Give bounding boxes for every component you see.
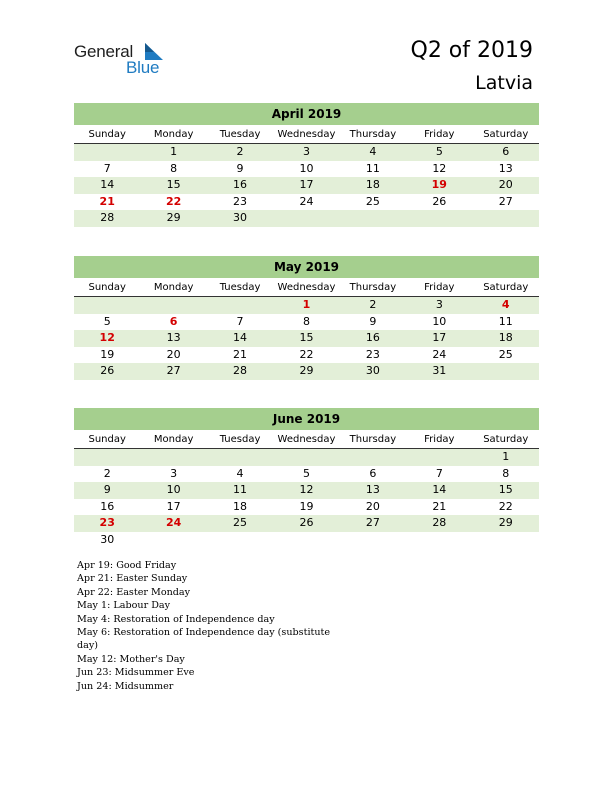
day-cell [406, 449, 472, 466]
day-cell [273, 532, 339, 549]
day-cell: 24 [432, 347, 447, 361]
weekday-header-row [74, 431, 539, 449]
weekday-label: Tuesday [219, 129, 261, 140]
day-cell: 6 [502, 145, 510, 158]
day-cell [74, 449, 140, 466]
holiday-note: May 6: Restoration of Independence day (substitute day) [77, 627, 331, 652]
day-cell: 12 [299, 483, 314, 496]
holiday-day-cell: 19 [431, 178, 447, 191]
week-rows [74, 297, 539, 380]
day-cell: 27 [498, 194, 513, 208]
week-rows [74, 144, 539, 227]
day-cell: 20 [166, 347, 181, 361]
week-row [74, 449, 539, 466]
weekday-header-row [74, 279, 539, 297]
weekday-label: Tuesday [219, 434, 261, 445]
country-label: Latvia [475, 72, 533, 94]
day-cell [273, 210, 339, 227]
week-row [74, 515, 539, 532]
day-cell: 8 [302, 314, 310, 328]
week-row [74, 177, 539, 194]
week-row [74, 466, 539, 483]
brand-name-blue: Blue [126, 58, 160, 77]
day-cell: 16 [365, 331, 380, 344]
holiday-day-cell: 4 [501, 298, 510, 311]
weekday-label: Saturday [483, 282, 529, 293]
day-cell: 31 [432, 364, 447, 377]
weekday-label: Thursday [349, 434, 397, 445]
weekday-label: Friday [424, 129, 455, 140]
day-cell: 23 [233, 194, 248, 208]
month-calendar-june [74, 408, 539, 548]
day-cell: 17 [166, 499, 181, 513]
weekday-label: Monday [153, 434, 194, 445]
day-cell: 5 [435, 145, 443, 158]
day-cell [406, 532, 472, 549]
day-cell: 16 [233, 178, 248, 191]
weekday-label: Monday [153, 282, 194, 293]
week-row [74, 347, 539, 364]
holiday-note: Apr 22: Easter Monday [77, 586, 191, 598]
weekday-label: Sunday [88, 282, 126, 293]
day-cell: 9 [369, 314, 377, 328]
day-cell [406, 210, 472, 227]
day-cell: 26 [299, 516, 314, 529]
day-cell: 15 [166, 178, 181, 191]
day-cell: 17 [432, 331, 447, 344]
week-row [74, 499, 539, 516]
day-cell [140, 532, 206, 549]
day-cell: 25 [365, 194, 380, 208]
day-cell: 8 [170, 161, 178, 175]
weekday-label: Friday [424, 434, 455, 445]
day-cell: 29 [498, 516, 513, 529]
day-cell [140, 449, 206, 466]
weekday-header-row [74, 126, 539, 144]
weekday-label: Sunday [88, 434, 126, 445]
day-cell: 6 [369, 466, 377, 480]
day-cell: 11 [365, 161, 380, 175]
day-cell: 7 [435, 466, 443, 480]
day-cell: 3 [170, 466, 178, 480]
weekday-label: Thursday [349, 129, 397, 140]
day-cell [340, 449, 406, 466]
weekday-label: Sunday [88, 129, 126, 140]
day-cell: 11 [233, 483, 248, 496]
day-cell: 18 [365, 178, 380, 191]
day-cell: 3 [435, 298, 443, 311]
day-cell: 25 [233, 516, 248, 529]
day-cell: 29 [166, 211, 181, 224]
day-cell [140, 297, 206, 314]
weekday-label: Monday [153, 129, 194, 140]
holiday-note: Apr 19: Good Friday [77, 560, 177, 571]
day-cell [207, 297, 273, 314]
holiday-day-cell: 24 [165, 516, 182, 529]
day-cell: 26 [100, 364, 115, 377]
day-cell: 8 [502, 466, 510, 480]
day-cell [74, 144, 140, 161]
weekday-label: Wednesday [277, 129, 336, 140]
day-cell: 16 [100, 499, 115, 513]
day-cell: 13 [166, 331, 181, 344]
day-cell: 5 [103, 314, 111, 328]
day-cell: 28 [233, 364, 248, 377]
day-cell: 19 [299, 499, 314, 513]
day-cell: 30 [233, 211, 248, 224]
weekday-label: Wednesday [277, 434, 336, 445]
weekday-label: Friday [424, 282, 455, 293]
day-cell: 26 [432, 194, 447, 208]
day-cell: 21 [432, 499, 447, 513]
day-cell: 10 [166, 483, 181, 496]
week-row [74, 330, 539, 347]
brand-name-general: General [74, 42, 134, 61]
day-cell: 10 [299, 161, 314, 175]
holiday-note: Jun 23: Midsummer Eve [77, 667, 195, 679]
day-cell: 18 [498, 331, 513, 344]
holiday-day-cell: 23 [99, 516, 115, 529]
day-cell: 14 [100, 178, 115, 191]
holiday-list [77, 559, 337, 693]
holiday-day-cell: 1 [302, 298, 311, 311]
week-row [74, 363, 539, 380]
holiday-day-cell: 22 [165, 194, 182, 208]
day-cell: 18 [233, 499, 248, 513]
day-cell: 2 [369, 298, 377, 311]
week-row [74, 144, 539, 161]
day-cell: 30 [100, 532, 115, 546]
month-title: May 2019 [74, 256, 539, 278]
month-title: April 2019 [74, 103, 539, 125]
week-row [74, 210, 539, 227]
weekday-label: Saturday [483, 434, 529, 445]
day-cell: 12 [432, 161, 447, 175]
day-cell: 20 [498, 178, 513, 191]
day-cell [273, 449, 339, 466]
day-cell: 1 [502, 450, 510, 463]
day-cell [473, 363, 539, 380]
day-cell: 21 [233, 347, 248, 361]
day-cell: 22 [498, 499, 513, 513]
day-cell: 27 [365, 516, 380, 529]
day-cell: 25 [498, 347, 513, 361]
weekday-label: Saturday [483, 129, 529, 140]
week-row [74, 532, 539, 549]
day-cell [473, 210, 539, 227]
page-title: Q2 of 2019 [410, 38, 533, 63]
day-cell: 9 [103, 483, 111, 496]
weekday-label: Tuesday [219, 282, 261, 293]
month-calendar-may [74, 256, 539, 380]
day-cell: 22 [299, 347, 314, 361]
weekday-label: Thursday [349, 282, 397, 293]
holiday-note: Apr 21: Easter Sunday [77, 573, 188, 585]
holiday-note: May 4: Restoration of Independence day [77, 613, 275, 625]
holiday-note: May 12: Mother's Day [77, 653, 185, 665]
holiday-note: May 1: Labour Day [77, 600, 171, 612]
day-cell: 17 [299, 178, 314, 191]
week-row [74, 194, 539, 211]
month-calendar-april [74, 103, 539, 227]
week-rows [74, 449, 539, 548]
day-cell: 15 [498, 483, 513, 496]
day-cell: 24 [299, 194, 314, 208]
week-row [74, 297, 539, 314]
day-cell: 4 [236, 466, 244, 480]
day-cell [74, 297, 140, 314]
day-cell: 11 [498, 314, 513, 328]
day-cell [207, 449, 273, 466]
day-cell: 27 [166, 364, 181, 377]
day-cell: 19 [100, 347, 115, 361]
day-cell: 15 [299, 331, 314, 344]
day-cell: 13 [498, 161, 513, 175]
day-cell: 9 [236, 161, 244, 175]
day-cell [473, 532, 539, 549]
day-cell [207, 532, 273, 549]
day-cell: 14 [233, 331, 248, 344]
day-cell: 29 [299, 364, 314, 377]
day-cell: 30 [365, 364, 380, 377]
month-title: June 2019 [74, 408, 539, 430]
holiday-note: Jun 24: Midsummer [77, 680, 174, 692]
week-row [74, 314, 539, 331]
day-cell: 7 [236, 314, 244, 328]
holiday-day-cell: 21 [99, 194, 115, 208]
holiday-day-cell: 12 [99, 331, 115, 344]
day-cell: 10 [432, 314, 447, 328]
day-cell: 2 [236, 145, 244, 158]
day-cell: 4 [369, 145, 377, 158]
day-cell: 7 [103, 161, 111, 175]
day-cell: 28 [432, 516, 447, 529]
day-cell: 13 [365, 483, 380, 496]
week-row [74, 161, 539, 178]
day-cell: 23 [365, 347, 380, 361]
day-cell: 2 [103, 466, 111, 480]
day-cell [340, 210, 406, 227]
weekday-label: Wednesday [277, 282, 336, 293]
holiday-day-cell: 6 [169, 314, 178, 328]
day-cell: 14 [432, 483, 447, 496]
day-cell: 5 [302, 466, 310, 480]
day-cell: 28 [100, 211, 115, 224]
day-cell: 3 [302, 145, 310, 158]
day-cell: 1 [170, 145, 178, 158]
day-cell: 20 [365, 499, 380, 513]
brand-logo [74, 42, 174, 78]
day-cell [340, 532, 406, 549]
week-row [74, 482, 539, 499]
